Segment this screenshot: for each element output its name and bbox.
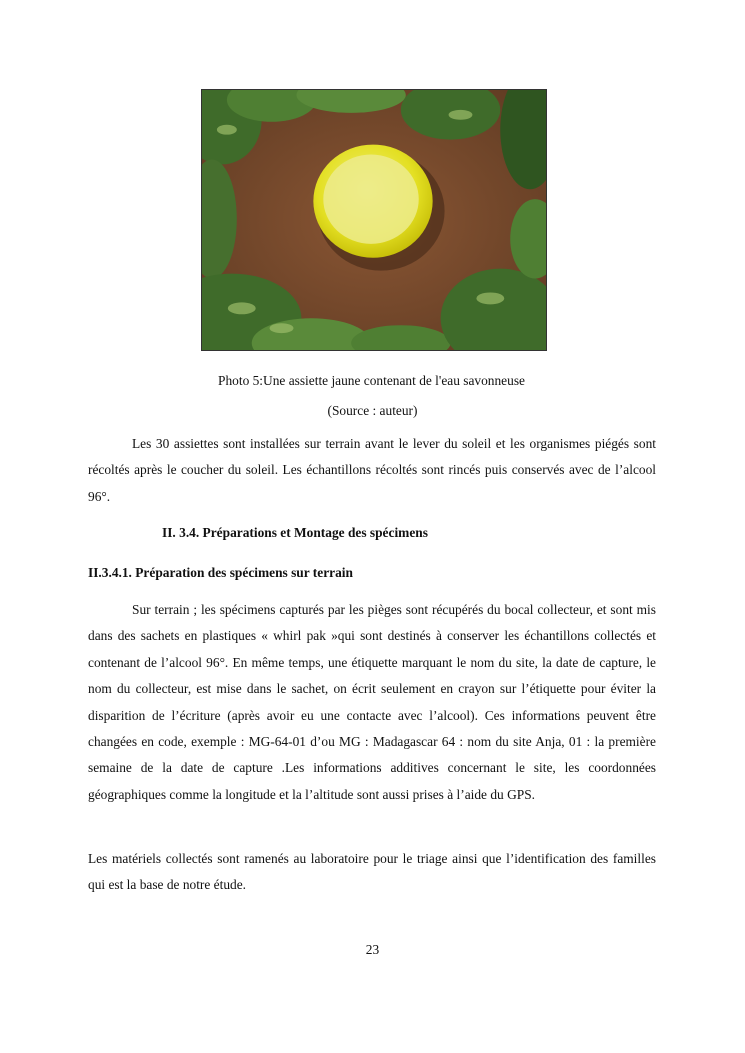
paragraph-1: Les 30 assiettes sont installées sur terrain avant le lever du soleil et les organismes piégés sont récoltés après le coucher du soleil. Les échantillons récoltés sont rincés puis conservés avec de l’alcool 96°.	[88, 436, 656, 504]
figure-caption	[0, 374, 745, 387]
figure-caption-text: Photo 5:Une assiette jaune contenant de l'eau savonneuse	[218, 373, 525, 388]
figure-source: (Source : auteur)	[327, 403, 418, 418]
photo-yellow-pan-trap	[201, 89, 547, 351]
subsection-heading: II. 3.4. Préparations et Montage des spécimens	[162, 525, 428, 540]
soapy-water	[323, 155, 418, 244]
paragraph-3: Les matériels collectés sont ramenés au laboratoire pour le triage ainsi que l’identification des familles qui est la base de notre étude.	[88, 851, 656, 893]
photo-illustration	[202, 90, 546, 350]
section-heading: II.3.4.1. Préparation des spécimens sur terrain	[88, 565, 353, 580]
page-number: 23	[365, 942, 380, 957]
paragraph-2: Sur terrain ; les spécimens capturés par les pièges sont récupérés du bocal collecteur, et sont mis dans des sachets en plastiques « whirl pak »qui sont destinés à conserver les échantillons collectés et contenant de l’alcool 96°. En même temps, une étiquette marquant le nom du site, la date de capture, le nom du collecteur, est mise dans le sachet, on écrit seulement en crayon sur l’étiquette pour éviter la disparition de l’écriture (après avoir eu une contacte avec l’alcool). Ces informations peuvent être changées en code, exemple : MG-64-01 d’ou MG : Madagascar 64 : nom du site Anja, 01 : la première semaine de la date de capture .Les informations additives concernant le site, les coordonnées géographiques comme la longitude et la l’altitude sont aussi prises à l’aide du GPS.	[88, 602, 656, 802]
